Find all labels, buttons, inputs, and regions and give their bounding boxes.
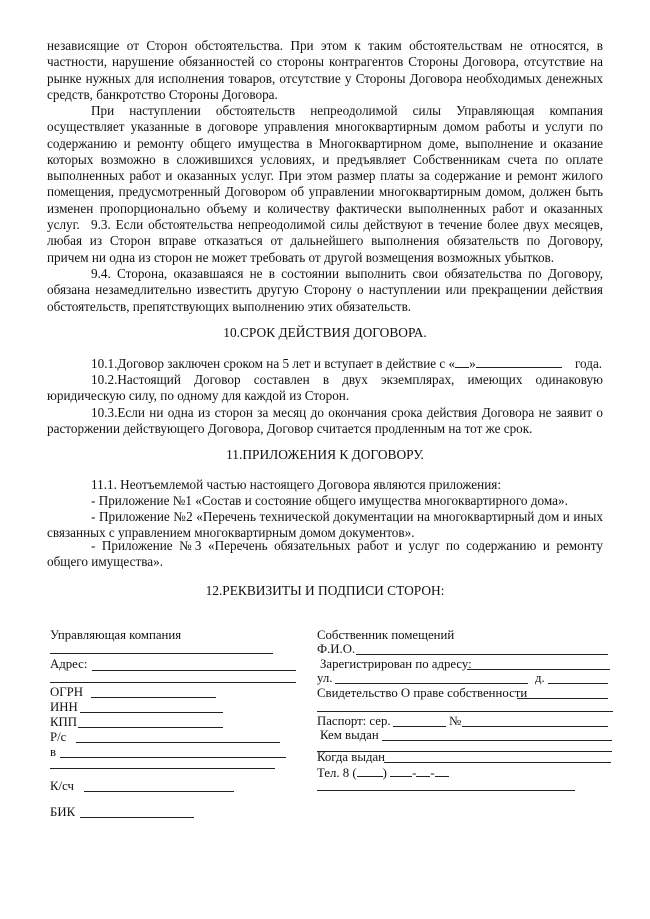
phone-dash-1: -	[412, 766, 417, 780]
appendix-3: - Приложение №3 «Перечень обязательных работ и услуг по содержанию и ремонту общего имущества».	[47, 538, 603, 570]
street-label: ул.	[317, 671, 333, 685]
paragraph-force-majeure-exclusions: независящие от Сторон обстоятельства. При этом к таким обстоятельствам не относятся, в частности, нарушение обязанностей со стороны контрагентов Стороны Договора, отсутствие на рынке нужных для исполнения товаров, отсутствие у Стороны Договора необходимых денежных средств, банкротство Стороны Договора.	[47, 38, 603, 102]
registered-address-label: Зарегистрирован по адресу:	[320, 657, 472, 671]
passport-number-label: №	[449, 714, 462, 728]
paragraph-9-3: 9.3. Если обстоятельства непреодолимой силы действуют в течение более двух месяцев, любая из Сторон вправе отказаться от дальнейшего выполнения обязательств по Договору, причем ни одна из сторон не может требовать от другой возмещения возможных убытков.	[47, 217, 603, 265]
paragraph-9-4: 9.4. Сторона, оказавшаяся не в состоянии выполнить свои обязательства по Договору, обязана незамедлительно известить другую Сторону о наступлении или прекращении действия обстоятельств, препятствующих выполнению этих обязательств.	[47, 266, 603, 314]
phone-part-3[interactable]	[435, 765, 449, 777]
address-line-2[interactable]	[50, 682, 296, 683]
year-label: года.	[574, 356, 603, 371]
phone-field	[317, 765, 449, 780]
bik-line[interactable]	[80, 817, 194, 818]
phone-part-1[interactable]	[390, 765, 412, 777]
inn-label: ИНН	[50, 700, 78, 714]
phone-dash-2: -	[430, 766, 435, 780]
quote-close: »	[469, 356, 476, 371]
house-label: д.	[535, 671, 545, 685]
issued-by-line[interactable]	[382, 740, 612, 741]
paragraph-10-1	[47, 356, 603, 372]
paragraph-10-2: 10.2.Настоящий Договор составлен в двух экземплярах, имеющих одинаковую юридическую силу, по одному для каждой из Сторон.	[47, 372, 603, 404]
issued-when-line[interactable]	[384, 762, 611, 763]
bik-label: БИК	[50, 805, 76, 819]
bank-line-2[interactable]	[50, 768, 275, 769]
paragraph-force-majeure-services: При наступлении обстоятельств непреодолимой силы Управляющая компания осуществляет указанные в договоре управления многоквартирным домом работы и услуги по содержанию и ремонту общего имущества в Многоквартирном доме, выполнение и оказание которых возможно в сложившихся условиях, и предъявляет Собственникам счета по оплате выполненных работ и оказанных услуг. При этом размер платы за содержание и ремонт жилого помещения, предусмотренный Договором об управлении многоквартирным домом, должен быть изменен пропорционально объему и количеству фактически выполненных работ и оказанных услуг.	[47, 103, 603, 233]
passport-number-line[interactable]	[462, 726, 608, 727]
paragraph-10-1-text: 10.1.Договор заключен сроком на 5 лет и вступает в действие с «	[91, 356, 456, 371]
ks-label: К/сч	[50, 779, 74, 793]
company-name-line[interactable]	[50, 653, 273, 654]
phone-part-2[interactable]	[416, 765, 430, 777]
ogrn-line[interactable]	[91, 697, 216, 698]
certificate-label: Свидетельство О праве собственности	[317, 686, 528, 700]
appendix-2: - Приложение №2 «Перечень технической документации на многоквартирный дом и иных связанных с управлением многоквартирным домом документов».	[47, 509, 603, 541]
management-company-label: Управляющая компания	[50, 628, 182, 642]
issued-by-label: Кем выдан	[320, 728, 379, 742]
registered-address-line[interactable]	[467, 669, 610, 670]
kpp-line[interactable]	[78, 727, 223, 728]
section-10-title: 10.СРОК ДЕЙСТВИЯ ДОГОВОРА.	[223, 325, 427, 340]
fio-label: Ф.И.О.	[317, 642, 356, 656]
signature-line[interactable]	[317, 790, 575, 791]
inn-line[interactable]	[80, 712, 223, 713]
certificate-line-2[interactable]	[317, 711, 613, 712]
rs-label: Р/с	[50, 730, 67, 744]
paragraph-10-3: 10.3.Если ни одна из сторон за месяц до окончания срока действия Договора не заявит о расторжении действующего Договора, Договор считается продленным на тот же срок.	[47, 405, 603, 437]
owner-label: Собственник помещений	[317, 628, 455, 642]
appendix-1: - Приложение №1 «Состав и состояние общего имущества многоквартирного дома».	[91, 493, 568, 508]
passport-series-line[interactable]	[393, 726, 446, 727]
bank-label: в	[50, 745, 57, 759]
address-line[interactable]	[92, 670, 296, 671]
phone-code-blank[interactable]	[357, 765, 383, 777]
paragraph-11-1: 11.1. Неотъемлемой частью настоящего Договора являются приложения:	[91, 477, 502, 492]
rs-line[interactable]	[76, 742, 280, 743]
street-line[interactable]	[335, 683, 528, 684]
kpp-label: КПП	[50, 715, 78, 729]
ks-line[interactable]	[84, 791, 234, 792]
day-blank[interactable]	[455, 356, 469, 368]
bank-line[interactable]	[60, 757, 286, 758]
address-label: Адрес:	[50, 657, 88, 671]
phone-paren: )	[382, 766, 387, 780]
month-year-blank[interactable]	[476, 356, 562, 368]
house-line[interactable]	[548, 683, 608, 684]
issued-when-label: Когда выдан	[317, 750, 385, 764]
phone-label: Тел. 8 (	[317, 766, 357, 780]
ogrn-label: ОГРН	[50, 685, 83, 699]
section-11-title: 11.ПРИЛОЖЕНИЯ К ДОГОВОРУ.	[226, 447, 424, 462]
section-12-title: 12.РЕКВИЗИТЫ И ПОДПИСИ СТОРОН:	[205, 583, 445, 598]
certificate-line[interactable]	[517, 698, 608, 699]
fio-line[interactable]	[356, 654, 608, 655]
passport-series-label: Паспорт: сер.	[317, 714, 391, 728]
